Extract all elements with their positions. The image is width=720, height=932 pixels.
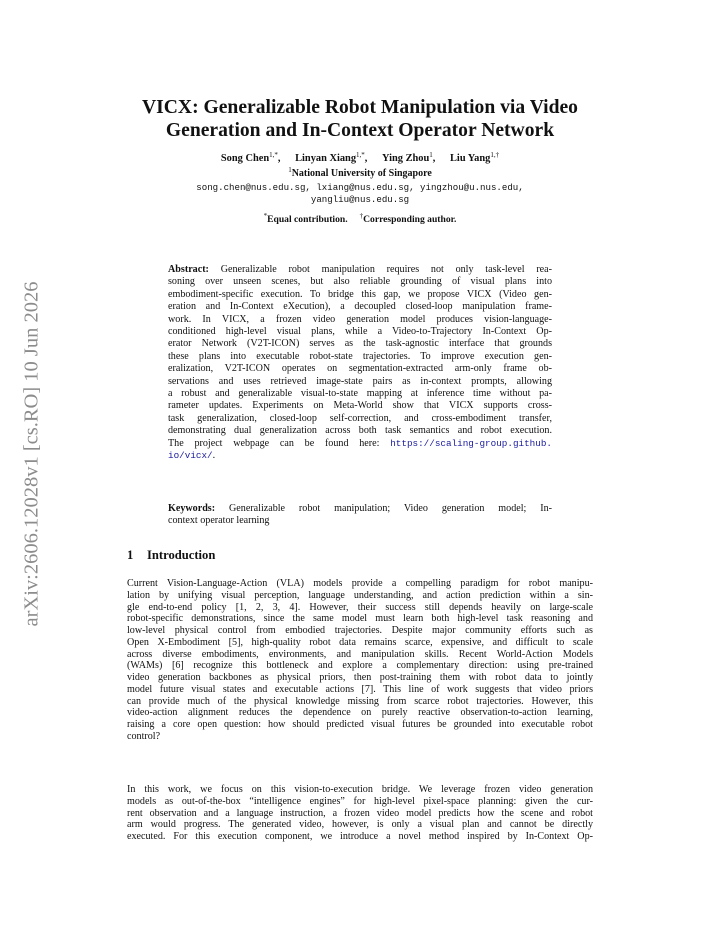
paragraph-line: across diverse embodiments, environments, and manipulation skills. Recent World-Action Models <box>127 648 593 660</box>
abstract-line: task generalization, closed-loop self-correction, and cross-embodiment transfer, <box>168 412 552 424</box>
author-mark: 1,† <box>490 151 500 159</box>
author-3: Ying Zhou$^1$, <box>382 151 436 164</box>
affiliation-mark: 1 <box>288 166 292 174</box>
author-1: Song Chen$^{1,*}$, <box>220 151 281 164</box>
corresponding-author-mark: † <box>359 212 364 220</box>
paragraph-line: gle end-to-end policy [1, 2, 3, 4]. However, their success still depends heavily on large-scale <box>127 601 593 613</box>
email-line-1: song.chen@nus.edu.sg, lxiang@nus.edu.sg, yingzhou@u.nus.edu, <box>196 182 524 193</box>
author-emails <box>100 182 620 206</box>
title-line-1: VICX: Generalizable Robot Manipulation via Video <box>142 97 578 118</box>
arxiv-identifier: arXiv:2606.12028v1 [cs.RO] 10 Jun 2026 <box>20 281 43 627</box>
keywords-line: context operator learning <box>168 515 270 527</box>
email-line-2: yangliu@nus.edu.sg <box>310 194 410 205</box>
abstract-line: rameter updates. Experiments on Meta-World show that VICX supports cross- <box>168 400 552 412</box>
paragraph-line: video-action alignment reduces the dependence on purely reactive observation-to-action learning, <box>127 707 593 719</box>
author-name: Song Chen <box>220 153 270 164</box>
paragraph-line: Open X-Embodiment [5], high-quality robot data remains scarce, expensive, and difficult to scale <box>127 636 593 648</box>
abstract-line: work. In VICX, a frozen video generation model produces vision-language- <box>168 313 552 325</box>
paragraph-line: robot-specific demonstrations, since the same model must learn both high-level task reasoning and <box>127 613 593 625</box>
abstract-line: erator Network (V2T-ICON) serves as the task-agnostic interface that grounds <box>168 338 552 350</box>
abstract-line: a robust and generalizable visual-to-state mapping at inference time without pa- <box>168 388 552 400</box>
affiliation <box>100 164 620 180</box>
paragraph-line: can provide much of the physical knowledge missing from scarce robot trajectories. However, this <box>127 695 593 707</box>
author-name: Ying Zhou <box>382 153 430 164</box>
paragraph-line: rent observation and a language instruction, a frozen video model predicts how the scene and robot <box>127 807 593 819</box>
section-heading <box>127 548 593 563</box>
abstract-label: Abstract: <box>168 264 209 275</box>
abstract-line: eration and In-Context eXecution), a decoupled closed-loop manipulation frame- <box>168 301 552 313</box>
paragraph-line: control? <box>127 730 161 742</box>
author-name: Liu Yang <box>450 153 491 164</box>
project-url-link-cont[interactable]: io/vicx/ <box>168 450 213 462</box>
abstract-line: eralization, V2T-ICON operates on segmentation-extracted arm-only frame ob- <box>168 363 552 375</box>
equal-contribution-mark: * <box>263 212 268 220</box>
paragraph-line: (WAMs) [6] recognize this bottleneck and explore a complementary direction: using pre-trained <box>127 660 593 672</box>
paragraph-line: video generation backbones as physical priors, then post-training them with robot data to jointly <box>127 672 593 683</box>
abstract-line: soning over unseen scenes, but also reliable grounding of visual plans into <box>168 276 552 288</box>
paragraph-line: executed. For this execution component, we introduce a novel method inspired by In-Context Op- <box>127 831 593 842</box>
keywords-label: Keywords: <box>168 503 216 514</box>
abstract-line: demonstrating dual generalization across both task semantics and robot execution. <box>168 425 552 437</box>
paragraph-line: model future visual states and executable actions [7]. This line of work suggests that video priors <box>127 683 593 695</box>
author-mark: 1 <box>429 151 433 159</box>
project-url-link[interactable]: https://scaling-group.github. <box>390 437 552 449</box>
section-number: 1 <box>127 548 134 562</box>
paragraph-line: low-level physical control from embodied trajectories. Despite major community efforts such as <box>127 625 593 636</box>
keywords <box>168 503 552 528</box>
author-list <box>100 149 620 165</box>
abstract-line: embodiment-specific execution. To bridge this gap, we propose VICX (Video gen- <box>168 288 552 300</box>
paragraph-line: arm would progress. The generated video, however, is only a visual plan and cannot be directly <box>127 819 593 831</box>
abstract-line: conditioned high-level visual plans, while a Video-to-Trajectory In-Context Op- <box>168 326 552 338</box>
paragraph-line: lation by unifying visual perception, language understanding, and action prediction within a sin- <box>127 589 593 601</box>
author-name: Linyan Xiang <box>295 153 357 164</box>
intro-paragraph-1 <box>127 578 593 743</box>
paper-title <box>100 96 620 142</box>
paragraph-line: Current Vision-Language-Action (VLA) models provide a compelling paradigm for robot manipu- <box>127 578 593 589</box>
author-2: Linyan Xiang$^{1,*}$, <box>295 151 368 164</box>
paragraph-line: In this work, we focus on this vision-to-execution bridge. We leverage frozen video generation <box>127 784 593 795</box>
abstract <box>168 264 552 463</box>
abstract-line: The project webpage can be found here: https://scaling-group.github. <box>168 437 552 449</box>
corresponding-author-note: Corresponding author. <box>363 214 457 225</box>
author-mark: 1,* <box>356 151 365 159</box>
keywords-line: Keywords: Generalizable robot manipulation; Video generation model; In- <box>168 503 552 514</box>
equal-contribution-note: Equal contribution. <box>267 214 348 225</box>
abstract-line: io/vicx/. <box>168 450 216 462</box>
title-line-2: Generation and In-Context Operator Network <box>165 120 555 141</box>
abstract-line: these plans into executable robot-state trajectories. To improve execution gen- <box>168 350 552 362</box>
abstract-line: Abstract: Generalizable robot manipulation requires not only task-level rea- <box>168 264 552 275</box>
paragraph-line: models as out-of-the-box “intelligence engines” for high-level pixel-space planning: given the cur- <box>127 795 593 807</box>
intro-paragraph-2 <box>127 784 593 843</box>
arxiv-sidebar-stamp <box>10 262 54 647</box>
paragraph-line: raising a core open question: how should predicted visual futures be grounded into executable robot <box>127 719 593 730</box>
author-4 <box>450 153 499 164</box>
author-notes <box>100 210 620 226</box>
affiliation-name: National University of Singapore <box>291 168 432 179</box>
section-title: Introduction <box>147 548 216 562</box>
abstract-line: servations and uses retrieved image-state pairs as in-context prompts, allowing <box>168 375 552 387</box>
author-mark: 1,* <box>269 151 278 159</box>
